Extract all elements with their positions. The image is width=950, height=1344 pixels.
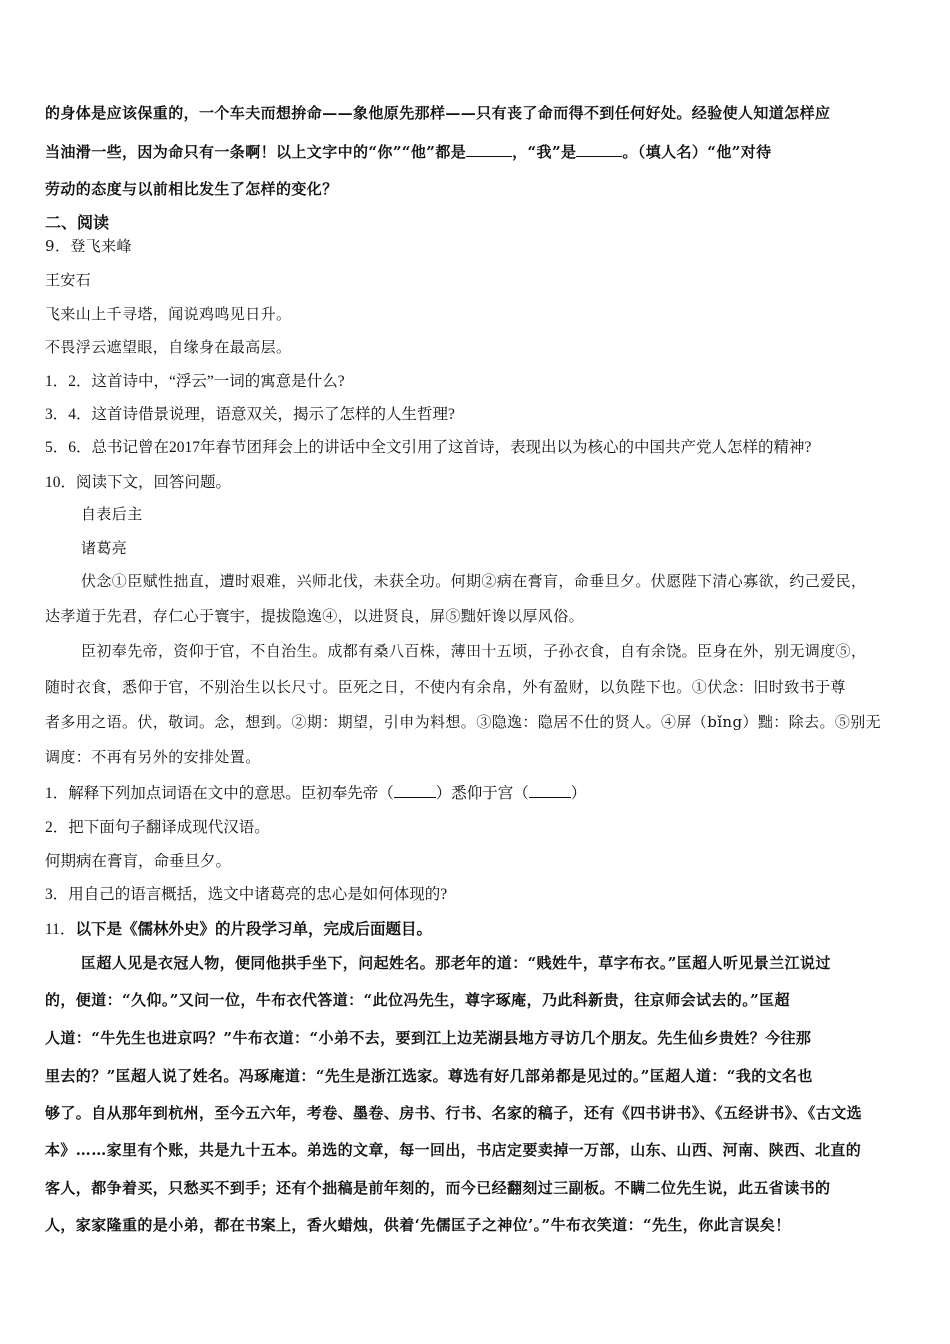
q11-text-line5: 够了。自从那年到杭州，至今五六年，考卷、墨卷、房书、行书、名家的稿子，还有《四书讲书》、《五经讲书》、《古文选: [45, 1104, 863, 1122]
q8-line-2: [45, 141, 772, 162]
q11-prompt: [45, 917, 432, 939]
q11-text-line4: 里去的？”匡超人说了姓名。冯琢庵道：“先生是浙江选家。尊选有好几部弟都是见过的。”匡超人道：“我的文名也: [45, 1067, 813, 1085]
q11-text-line1: 匡超人见是衣冠人物，便同他拱手坐下，问起姓名。那老年的道：“贱姓牛，草字布衣。”匡超人听见景兰江说过: [81, 954, 831, 972]
q10-prompt: 10．阅读下文，回答问题。: [45, 474, 232, 491]
q8-line-1: 的身体是应该保重的，一个车夫而想拚命——象他原先那样——只有丧了命而得不到任何好处。经验使人知道怎样应: [45, 104, 831, 122]
q11-text-line2: 的，便道：“久仰。”又问一位，牛布衣代答道：“此位冯先生，尊字琢庵，乃此科新贵，往京师会试去的。”匡超: [45, 991, 790, 1009]
q10-para2-line2: 随时衣食，悉仰于官，不别治生以长尺寸。臣死之日，不使内有余帛，外有盈财，以负陛下也。①伏念：旧时致书于尊: [45, 678, 846, 696]
q11-text-line6: 本》……家里有个账，共是九十五本。弟选的文章，每一回出，书店定要卖掉一万部，山东、山西、河南、陕西、北直的: [45, 1141, 862, 1159]
answer-blank-you-he[interactable]: [466, 142, 512, 157]
q11-text-line3: 人道：“牛先生也进京吗？”牛布衣道：“小弟不去，要到江上边芜湖县地方寻访几个朋友。先生仙乡贵姓？今往那: [45, 1029, 812, 1047]
q8-line-2-text-c: 。（填人名）“他”对待: [622, 143, 772, 161]
q11-number: 11．: [45, 921, 76, 938]
q10-sub-question-3: 3．用自己的语言概括，选文中诸葛亮的忠心是如何体现的?: [45, 886, 448, 903]
q10-text-title: 自表后主: [81, 505, 143, 523]
q10-sub-question-1: [45, 781, 586, 803]
q10-sub1-text-c: ）: [570, 785, 587, 802]
answer-blank-me[interactable]: [576, 142, 622, 157]
q11-text-line8: 人，家家隆重的是小弟，都在书案上，香火蜡烛，供着‘先儒匡子之神位’。”牛布衣笑道：“先生，你此言误矣！: [45, 1216, 791, 1234]
q10-para2-line3: 者多用之语。伏，敬词。念，想到。②期：期望，引申为料想。③隐逸：隐居不仕的贤人。④屏（bǐng）黜：除去。⑤别无: [45, 713, 882, 731]
q9-sub-question-1: 1．2．这首诗中，“浮云”一词的寓意是什么?: [45, 373, 345, 390]
q10-sub-question-2: 2．把下面句子翻译成现代汉语。: [45, 819, 270, 836]
q9-poem-line-2: 不畏浮云遮望眼，自缘身在最高层。: [45, 338, 292, 356]
q10-para2-line4: 调度：不再有另外的安排处置。: [45, 748, 261, 766]
q10-sub1-text-b: ）悉仰于宫（: [435, 785, 529, 802]
q10-text-author: 诸葛亮: [81, 539, 128, 557]
section-heading: 二、阅读: [45, 213, 110, 232]
q10-sub1-text-a: 1．解释下列加点词语在文中的意思。臣初奉先帝（: [45, 785, 394, 802]
q10-sub2-sentence: 何期病在膏肓，命垂旦夕。: [45, 853, 232, 870]
q8-line-2-text-a: 当油滑一些，因为命只有一条啊！以上文字中的“你”“他”都是: [45, 143, 467, 161]
q10-para1-line1: 伏念①臣赋性拙直，遭时艰难，兴师北伐，未获全功。何期②病在膏肓，命垂旦夕。伏愿陛下清心寡欲，约己爱民，: [81, 572, 867, 590]
answer-blank-feng[interactable]: [394, 783, 436, 798]
q8-line-3: 劳动的态度与以前相比发生了怎样的变化？: [45, 180, 338, 198]
q11-prompt-text: 以下是《儒林外史》的片段学习单，完成后面题目。: [75, 921, 432, 938]
q9-sub-question-3: 5．6．总书记曾在2017年春节团拜会上的讲话中全文引用了这首诗，表现出以为核心的中国共产党人怎样的精神?: [45, 439, 812, 456]
q9-sub-question-2: 3．4．这首诗借景说理，语意双关，揭示了怎样的人生哲理?: [45, 406, 455, 423]
q9-title: 9．登飞来峰: [45, 237, 132, 255]
q8-line-2-text-b: ，“我”是: [512, 143, 577, 161]
q9-poem-line-1: 飞来山上千寻塔，闻说鸡鸣见日升。: [45, 305, 292, 323]
q10-para1-line2: 达孝道于先君，存仁心于寰宇，提拔隐逸④，以进贤良，屏⑤黜奸谗以厚风俗。: [45, 607, 585, 625]
q9-author: 王安石: [45, 271, 92, 289]
q11-text-line7: 客人，都争着买，只愁买不到手；还有个拙稿是前年刻的，而今已经翻刻过三副板。不瞒二位先生说，此五省读书的: [45, 1179, 831, 1197]
q10-para2-line1: 臣初奉先帝，资仰于官，不自治生。成都有桑八百株，薄田十五顷，子孙衣食，自有余饶。臣身在外，别无调度⑤，: [81, 642, 867, 660]
answer-blank-yang[interactable]: [529, 783, 571, 798]
